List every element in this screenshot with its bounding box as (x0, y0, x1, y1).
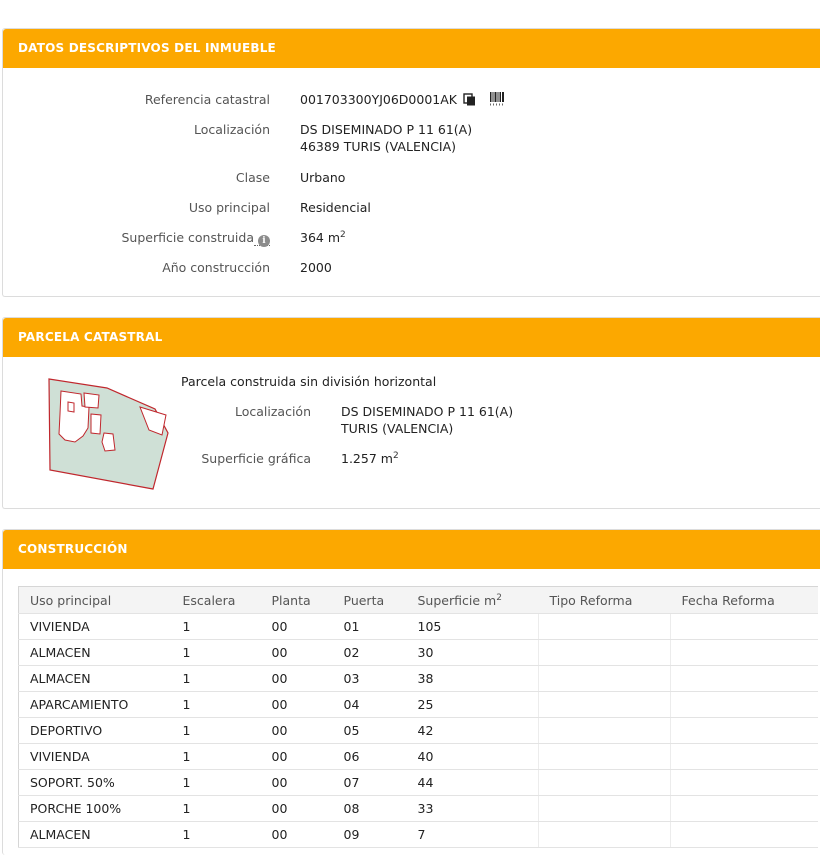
cell-escalera: 1 (172, 614, 261, 640)
col-superficie-label: Superficie m (417, 592, 497, 608)
cell-uso: APARCAMIENTO (19, 692, 172, 718)
col-superficie (407, 587, 539, 614)
cell-planta: 00 (261, 692, 333, 718)
parcela-superficie-value: 1.257 m (341, 451, 393, 466)
cell-tipo (539, 692, 671, 718)
uso-principal-value: Residencial (300, 200, 371, 215)
cell-superficie: 7 (407, 822, 539, 848)
cell-fecha (671, 770, 819, 796)
cell-planta: 00 (261, 640, 333, 666)
cell-fecha (671, 796, 819, 822)
cell-tipo (539, 744, 671, 770)
uso-principal-label: Uso principal (188, 200, 270, 215)
cell-planta: 00 (261, 744, 333, 770)
cell-planta: 00 (261, 666, 333, 692)
superficie-construida-value: 364 m (300, 230, 341, 245)
cell-puerta: 06 (333, 744, 407, 770)
col-fecha-reforma: Fecha Reforma (671, 587, 819, 614)
col-tipo-reforma: Tipo Reforma (539, 587, 671, 614)
datos-descriptivos-panel (2, 28, 820, 297)
cell-puerta: 05 (333, 718, 407, 744)
table-row (19, 640, 819, 666)
cell-uso: DEPORTIVO (19, 718, 172, 744)
cell-escalera: 1 (172, 666, 261, 692)
construccion-header: CONSTRUCCIÓN (3, 530, 820, 569)
cell-fecha (671, 666, 819, 692)
col-uso-principal: Uso principal (19, 587, 172, 614)
cell-planta: 00 (261, 796, 333, 822)
parcel-map-thumbnail[interactable] (47, 376, 171, 490)
table-row (19, 822, 819, 848)
construccion-panel (2, 529, 820, 855)
table-row (19, 796, 819, 822)
cell-uso: PORCHE 100% (19, 796, 172, 822)
parcela-localizacion-line1: DS DISEMINADO P 11 61(A) (341, 404, 514, 419)
cell-superficie: 25 (407, 692, 539, 718)
col-planta: Planta (261, 587, 333, 614)
anio-construccion-value: 2000 (300, 260, 332, 275)
cell-superficie: 44 (407, 770, 539, 796)
cell-planta: 00 (261, 718, 333, 744)
cell-tipo (539, 770, 671, 796)
table-row (19, 666, 819, 692)
cell-escalera: 1 (172, 796, 261, 822)
clase-label: Clase (235, 170, 270, 185)
cell-uso: ALMACEN (19, 666, 172, 692)
cell-puerta: 03 (333, 666, 407, 692)
clase-value: Urbano (300, 170, 346, 185)
cell-tipo (539, 640, 671, 666)
table-row (19, 692, 819, 718)
cell-escalera: 1 (172, 770, 261, 796)
copy-icon[interactable] (463, 93, 476, 111)
cell-puerta: 01 (333, 614, 407, 640)
construccion-table (18, 586, 818, 848)
table-row (19, 718, 819, 744)
col-escalera: Escalera (172, 587, 261, 614)
parcela-superficie-label: Superficie gráfica (201, 451, 311, 466)
localizacion-line1: DS DISEMINADO P 11 61(A) (300, 122, 473, 137)
table-row (19, 744, 819, 770)
table-header-row (19, 587, 819, 614)
cell-superficie: 30 (407, 640, 539, 666)
localizacion-line2: 46389 TURIS (VALENCIA) (300, 139, 457, 154)
cell-tipo (539, 796, 671, 822)
cell-uso: SOPORT. 50% (19, 770, 172, 796)
cell-superficie: 40 (407, 744, 539, 770)
barcode-icon[interactable] (490, 92, 504, 111)
parcela-subtitle: Parcela construida sin división horizontal (181, 374, 437, 389)
cell-escalera: 1 (172, 640, 261, 666)
cell-fecha (671, 692, 819, 718)
cell-fecha (671, 640, 819, 666)
datos-descriptivos-header: DATOS DESCRIPTIVOS DEL INMUEBLE (3, 29, 820, 68)
cell-superficie: 33 (407, 796, 539, 822)
cell-puerta: 07 (333, 770, 407, 796)
table-row (19, 770, 819, 796)
cell-fecha (671, 822, 819, 848)
anio-construccion-label: Año construcción (162, 260, 270, 275)
cell-escalera: 1 (172, 692, 261, 718)
info-icon[interactable]: i (254, 230, 270, 246)
localizacion-label: Localización (193, 122, 270, 137)
cell-puerta: 08 (333, 796, 407, 822)
cell-superficie: 42 (407, 718, 539, 744)
cell-puerta: 09 (333, 822, 407, 848)
cell-puerta: 04 (333, 692, 407, 718)
cell-tipo (539, 718, 671, 744)
cell-planta: 00 (261, 822, 333, 848)
cell-escalera: 1 (172, 822, 261, 848)
parcela-catastral-header: PARCELA CATASTRAL (3, 318, 820, 357)
cell-fecha (671, 718, 819, 744)
superficie-construida-label: Superficie construida (121, 230, 254, 245)
cell-superficie: 38 (407, 666, 539, 692)
cell-escalera: 1 (172, 718, 261, 744)
parcela-catastral-panel (2, 317, 820, 509)
cell-fecha (671, 744, 819, 770)
cell-escalera: 1 (172, 744, 261, 770)
cell-tipo (539, 666, 671, 692)
superficie-construida-sup: 2 (340, 229, 346, 240)
col-puerta: Puerta (333, 587, 407, 614)
cell-uso: VIVIENDA (19, 614, 172, 640)
parcela-superficie-sup: 2 (392, 450, 399, 461)
cell-superficie: 105 (407, 614, 539, 640)
cell-planta: 00 (261, 770, 333, 796)
referencia-value: 001703300YJ06D0001AK (300, 92, 457, 107)
parcela-localizacion-label: Localización (234, 404, 311, 419)
table-row (19, 614, 819, 640)
cell-planta: 00 (261, 614, 333, 640)
cell-fecha (671, 614, 819, 640)
col-superficie-sup: 2 (496, 592, 502, 603)
parcela-localizacion-line2: TURIS (VALENCIA) (341, 421, 454, 436)
cell-uso: ALMACEN (19, 640, 172, 666)
cell-tipo (539, 822, 671, 848)
cell-tipo (539, 614, 671, 640)
cell-puerta: 02 (333, 640, 407, 666)
cell-uso: ALMACEN (19, 822, 172, 848)
cell-uso: VIVIENDA (19, 744, 172, 770)
referencia-label: Referencia catastral (144, 92, 270, 107)
superficie-construida-label-group (122, 229, 271, 247)
